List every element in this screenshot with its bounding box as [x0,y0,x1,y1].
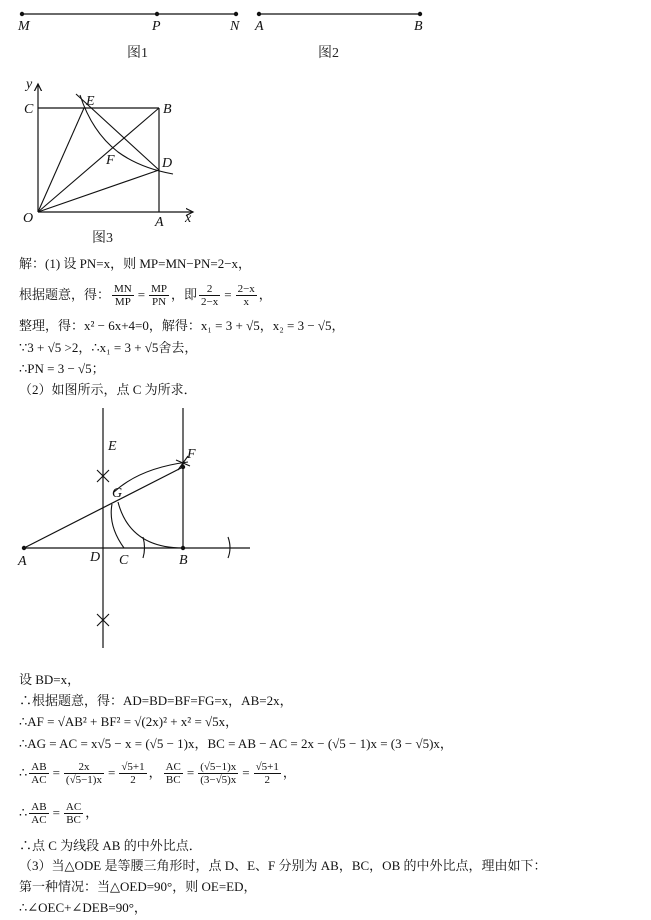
solution-line-7: 设 BD=x， [19,672,81,687]
caption-fig3: 图3 [92,231,113,246]
label-d: D [90,550,101,565]
point-b [418,12,422,16]
fraction-2x [64,761,104,786]
label-e: E [86,94,95,109]
l11-pre: ∴ [19,765,28,780]
equals: = [137,287,146,302]
fraction-ab-ac [29,761,48,786]
num: 2−x [237,282,255,295]
segment-oe [38,108,84,212]
label-c: C [119,553,129,568]
num: 2 [199,283,220,296]
solution-line-11 [19,756,296,790]
figure-1-2 [0,0,651,70]
solution-line-6: （2）如图所示，点 C 为所求． [19,382,197,397]
fraction-ac-bc [164,761,183,786]
num: AC [65,800,82,813]
den: (3−√5)x [200,773,237,786]
l2-pre: 根据题意，得： [19,287,111,302]
solution-line-1: 解：(1) 设 PN=x，则 MP=MN−PN=2−x， [19,256,252,271]
l11-sep: ， [148,765,162,780]
solution-line-4: ∵3 + √5 >2，∴x₁ = 3 + √5舍去， [19,340,198,355]
equals: = [224,287,232,302]
equals: = [52,805,60,820]
point-a [257,12,261,16]
num: 2x [64,761,104,774]
label-o: O [23,211,34,226]
segment-ob [38,108,159,212]
arc-gc [111,504,124,548]
point-n [234,12,238,16]
l12-end: ， [85,805,99,820]
label-f: F [187,447,196,462]
solution-line-14: （3）当△ODE 是等腰三角形时，点 D、E、F 分别为 AB，BC，OB 的中外比点，理由如下： [19,858,547,873]
l2-mid: ，即 [171,287,198,302]
fraction-mp-pn [149,283,169,308]
label-f: F [106,153,115,168]
label-b: B [179,553,188,568]
solution-line-5: ∴PN = 3 − √5； [19,361,105,376]
fraction-2-x-x [236,283,257,308]
label-e: E [108,439,117,454]
label-g: G [112,486,123,501]
label-d: D [162,156,173,171]
fraction-ratio [198,761,238,786]
den: 2−x [201,295,219,308]
den: 2 [130,773,136,786]
label-y: y [26,77,33,92]
num: √5+1 [255,760,279,773]
den: 2 [264,773,271,786]
label-a: A [255,19,264,34]
den: AC [31,773,47,786]
num: AB [31,800,47,813]
num: (√5−1)x [200,760,237,773]
point-p [155,12,159,16]
caption-fig2: 图2 [318,46,339,61]
l12-pre: ∴ [19,805,28,820]
label-c: C [24,102,34,117]
point-m [20,12,24,16]
equals: = [52,765,60,780]
label-b: B [163,102,172,117]
label-p: P [152,19,161,34]
point-f [181,465,185,469]
arc-bf [118,502,183,548]
num: √5+1 [121,760,145,773]
arc-fg [114,462,188,492]
solution-line-16: ∴∠OEC+∠DEB=90°， [19,900,147,915]
point-b [181,546,185,550]
solution-line-12 [19,796,98,830]
den: BC [66,813,81,826]
label-b: B [414,19,423,34]
den: PN [152,295,167,308]
point-a [22,546,26,550]
den: x [243,295,249,308]
l2-end: ， [258,287,272,302]
equals: = [186,765,195,780]
equals: = [107,765,116,780]
num: MP [151,282,167,295]
num: AC [165,760,181,773]
solution-line-2 [19,280,272,310]
equals: = [242,765,250,780]
label-m: M [18,19,30,34]
caption-fig1: 图1 [127,46,148,61]
solution-line-13: ∴点 C 为线段 AB 的中外比点． [19,838,202,853]
num: MN [114,282,132,295]
solution-line-3: 整理，得：x² − 6x+4=0，解得：x₁ = 3 + √5，x₂ = 3 − √5， [19,318,345,333]
label-a: A [18,554,27,569]
den: BC [165,773,181,786]
label-n: N [230,19,240,34]
fraction-golden-1 [119,761,146,786]
fraction-ac-bc [64,801,83,826]
fraction-golden-2 [254,761,281,786]
den: AC [31,813,47,826]
num: AB [31,760,47,773]
fraction-2-2-x [199,283,220,308]
segment-od [38,170,159,212]
den: MP [114,295,131,308]
solution-line-15: 第一种情况：当△OED=90°，则 OE=ED， [19,879,257,894]
solution-line-8: ∴根据题意，得：AD=BD=BF=FG=x，AB=2x， [19,693,293,708]
label-a: A [155,215,164,230]
solution-line-10: ∴AG = AC = x√5 − x = (√5 − 1)x，BC = AB − AC = 2x − (√5 − 1)x = (3 − √5)x， [19,736,453,751]
fraction-ab-ac [29,801,48,826]
solution-line-9: ∴AF = √AB² + BF² = √(2x)² + x² = √5x， [19,714,239,729]
label-x: x [185,211,192,226]
figure-4 [0,400,260,670]
den: (√5−1)x [65,773,102,786]
fraction-mn-mp [112,283,134,308]
figure-3 [0,70,200,250]
l11-end: ， [282,765,296,780]
